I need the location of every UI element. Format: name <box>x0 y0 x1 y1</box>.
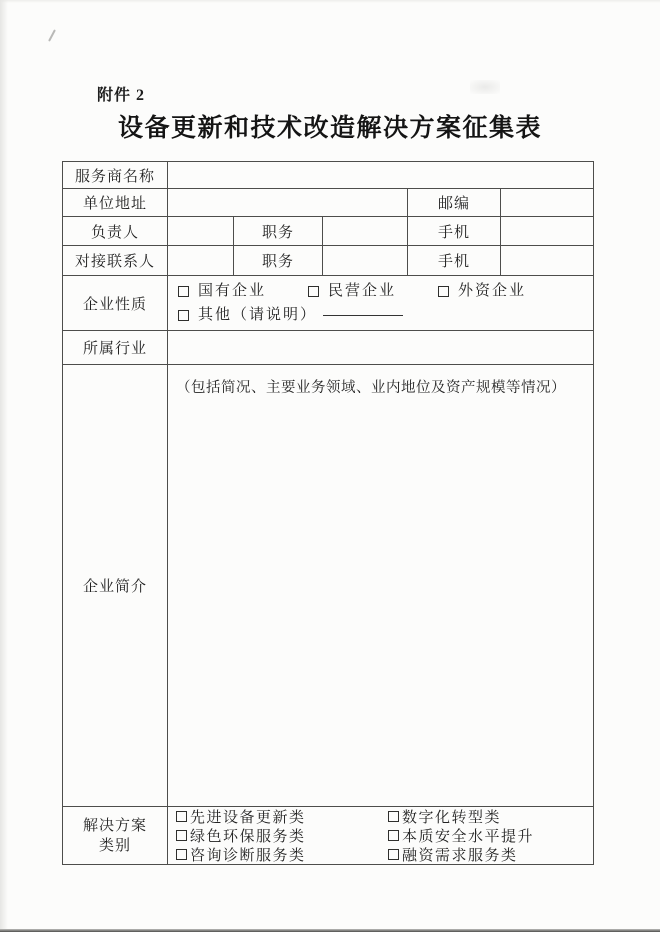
form-title: 设备更新和技术改造解决方案征集表 <box>117 115 542 142</box>
solution-option-safety-improvement <box>388 825 587 846</box>
contact-mobile-label: 手机 <box>408 246 501 276</box>
checkbox-icon <box>176 849 187 860</box>
checkbox-icon <box>438 286 449 297</box>
solution-option-label: 本质安全水平提升 <box>402 829 535 845</box>
row-contact <box>63 246 594 276</box>
row-company-profile <box>63 365 594 807</box>
contact-name-cell <box>168 246 234 276</box>
nature-options-line1 <box>178 279 587 303</box>
postal-code-label: 邮编 <box>408 189 501 217</box>
solution-option-digital-transformation <box>388 807 587 828</box>
solution-option-label: 先进设备更新类 <box>190 810 306 826</box>
nature-option-label: 外资企业 <box>458 283 527 299</box>
principal-position-cell <box>323 217 408 246</box>
company-profile-label: 企业简介 <box>63 365 168 807</box>
industry-label: 所属行业 <box>63 331 168 365</box>
solution-category-options-cell <box>168 807 594 865</box>
scan-artifact-mark <box>48 29 56 41</box>
nature-option-label: 国有企业 <box>198 283 267 299</box>
checkbox-icon <box>178 286 189 297</box>
nature-option-label: 民营企业 <box>328 283 397 299</box>
principal-mobile-cell <box>501 217 594 246</box>
checkbox-icon <box>176 811 187 822</box>
contact-position-label: 职务 <box>234 246 323 276</box>
nature-other-label: 其他（请说明） <box>198 307 318 323</box>
principal-name-cell <box>168 217 234 246</box>
company-profile-cell <box>168 365 594 807</box>
contact-mobile-cell <box>501 246 594 276</box>
nature-option-state-owned <box>178 279 266 303</box>
principal-mobile-label: 手机 <box>408 217 501 246</box>
row-solution-category <box>63 807 594 865</box>
solution-category-label-line1: 解决方案 <box>82 817 147 834</box>
row-address <box>63 189 594 217</box>
principal-label: 负责人 <box>63 217 168 246</box>
scan-edge-top <box>0 0 660 3</box>
collection-form-table <box>62 161 594 865</box>
attachment-label: 附件 2 <box>97 87 146 104</box>
service-provider-label: 服务商名称 <box>63 162 168 189</box>
solution-option-label: 咨询诊断服务类 <box>190 848 306 864</box>
solution-option-green-environmental <box>176 825 388 846</box>
row-principal <box>63 217 594 246</box>
solution-option-financing-service <box>388 844 587 865</box>
checkbox-icon <box>388 811 399 822</box>
nature-option-foreign <box>438 279 526 303</box>
solution-option-equipment-renewal <box>176 807 388 828</box>
nature-option-private <box>308 279 396 303</box>
address-value-cell <box>168 189 408 217</box>
checkbox-icon <box>178 310 189 321</box>
solution-options-grid <box>174 807 587 864</box>
solution-category-label <box>63 807 168 865</box>
row-industry <box>63 331 594 365</box>
scan-smudge <box>470 80 500 94</box>
postal-code-value-cell <box>501 189 594 217</box>
service-provider-value-cell <box>168 162 594 189</box>
address-label: 单位地址 <box>63 189 168 217</box>
enterprise-nature-label: 企业性质 <box>63 276 168 331</box>
checkbox-icon <box>176 830 187 841</box>
checkbox-icon <box>308 286 319 297</box>
row-enterprise-nature <box>63 276 594 331</box>
solution-option-label: 融资需求服务类 <box>402 848 518 864</box>
principal-position-label: 职务 <box>234 217 323 246</box>
contact-position-cell <box>323 246 408 276</box>
checkbox-icon <box>388 849 399 860</box>
checkbox-icon <box>388 830 399 841</box>
company-profile-hint: （包括简况、主要业务领域、业内地位及资产规模等情况） <box>176 380 566 396</box>
solution-option-label: 绿色环保服务类 <box>190 829 306 845</box>
enterprise-nature-options-cell <box>168 276 594 331</box>
solution-option-consulting-diagnosis <box>176 844 388 865</box>
solution-category-label-line2: 类别 <box>98 837 131 854</box>
nature-option-other <box>178 303 317 327</box>
nature-options-line2 <box>178 303 587 327</box>
other-fill-in-blank <box>323 314 403 316</box>
industry-value-cell <box>168 331 594 365</box>
contact-label: 对接联系人 <box>63 246 168 276</box>
solution-option-label: 数字化转型类 <box>402 810 502 826</box>
row-service-provider <box>63 162 594 189</box>
